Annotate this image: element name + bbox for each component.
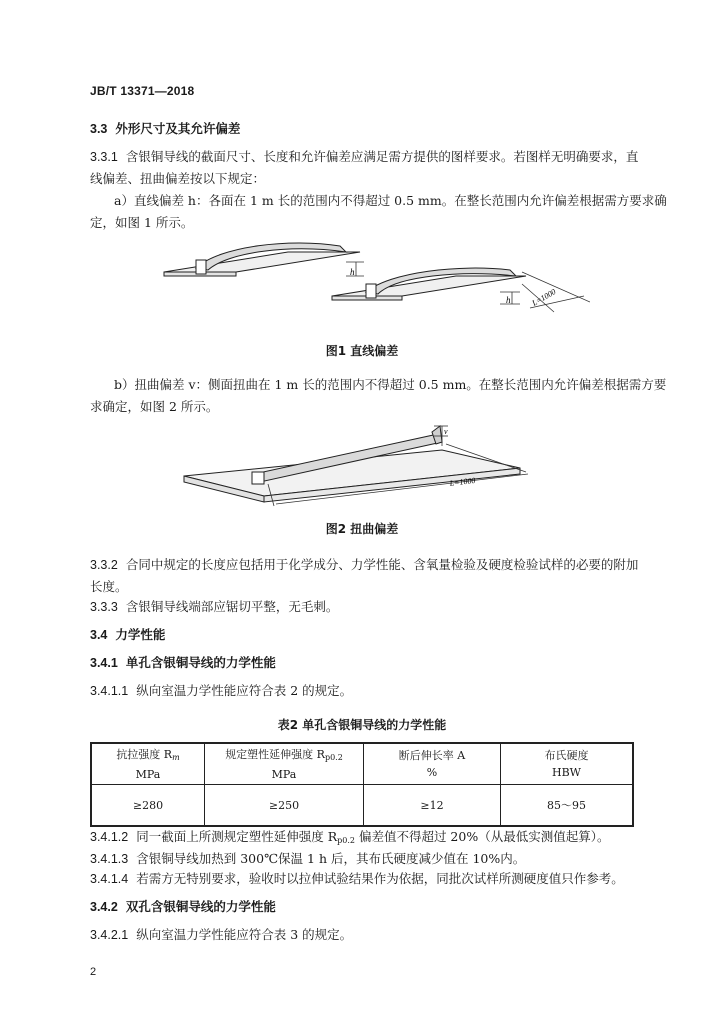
section-3-3-heading — [90, 118, 240, 140]
clause-3-4-1-1 — [90, 680, 352, 702]
header-label: 布氏硬度 — [544, 749, 589, 762]
cell-brinell-hardness: 85～95 — [501, 785, 634, 827]
item-b-line1: b）扭曲偏差 v：侧面扭曲在 1 m 长的范围内不得超过 0.5 mm。在整长范围内允许偏差根据需方要 — [114, 377, 667, 392]
section-3-4-2-heading — [90, 896, 276, 918]
clause-number: 3.4.2.1 — [90, 928, 129, 942]
figure-1-straightness-drawing — [150, 232, 590, 332]
clause-3-4-1-4 — [90, 868, 624, 890]
clause-3-4-1-3 — [90, 848, 525, 870]
header-unit: % — [426, 766, 438, 779]
clause-3-3-1-line1 — [90, 146, 638, 168]
clause-number: 3.4.1.1 — [90, 684, 129, 698]
cell-elongation: ≥12 — [364, 785, 501, 827]
header-tensile-strength — [91, 743, 205, 785]
page-number: 2 — [90, 966, 97, 978]
straightness-bar-right — [332, 268, 526, 300]
clause-number: 3.3.2 — [90, 558, 118, 572]
table-2 — [90, 742, 634, 827]
clause-3-3-2-line2: 长度。 — [90, 579, 128, 594]
clause-text-pre: 同一截面上所测规定塑性延伸强度 R — [136, 829, 338, 844]
clause-text: 含银铜导线端部应锯切平整，无毛刺。 — [125, 599, 339, 614]
section-number: 3.4.2 — [90, 900, 118, 914]
header-label: 抗拉强度 R — [116, 747, 173, 761]
table-2-caption: 表2 单孔含银铜导线的力学性能 — [277, 718, 447, 732]
label-length: L=1000 — [530, 287, 558, 308]
table-header-row — [91, 743, 633, 785]
clause-3-3-2-line1 — [90, 554, 638, 576]
clause-3-4-2-1 — [90, 924, 352, 946]
section-number: 3.3 — [90, 122, 108, 136]
item-a-line2: 定，如图 1 所示。 — [90, 215, 194, 230]
section-title: 双孔含银铜导线的力学性能 — [125, 900, 276, 914]
item-b-line2: 求确定，如图 2 所示。 — [90, 399, 219, 414]
figure-2-caption: 图2 扭曲偏差 — [325, 522, 399, 536]
header-label: 断后伸长率 A — [398, 749, 466, 762]
label-h-upper: h — [350, 267, 355, 277]
clause-3-3-3 — [90, 596, 338, 618]
header-unit: HBW — [552, 766, 581, 779]
header-unit: MPa — [135, 767, 161, 781]
clause-text: 若需方无特别要求，验收时以拉伸试验结果作为依据，同批次试样所测硬度值只作参考。 — [136, 871, 624, 886]
header-elongation — [364, 743, 501, 785]
section-3-4-1-heading — [90, 652, 276, 674]
label-length-2: L=1000 — [449, 475, 476, 488]
clause-text: 含银铜导线加热到 300℃保温 1 h 后，其布氏硬度减少值在 10%内。 — [136, 851, 526, 866]
clause-text: 合同中规定的长度应包括用于化学成分、力学性能、含氧量检验及硬度检验试样的必要的附加 — [125, 557, 639, 572]
label-h-lower: h — [506, 295, 511, 305]
figure-2-twist-drawing — [176, 420, 536, 520]
clause-text: 纵向室温力学性能应符合表 2 的规定。 — [136, 683, 353, 698]
cell-tensile-strength: ≥280 — [91, 785, 205, 827]
header-brinell-hardness — [501, 743, 634, 785]
clause-3-3-1-line2: 线偏差、扭曲偏差按以下规定： — [90, 171, 266, 186]
cell-yield-strength: ≥250 — [205, 785, 364, 827]
item-a-line1: a）直线偏差 h：各面在 1 m 长的范围内不得超过 0.5 mm。在整长范围内允许偏差根据需方要求确 — [114, 193, 667, 208]
header-subscript: p0.2 — [324, 752, 343, 762]
section-number: 3.4.1 — [90, 656, 118, 670]
clause-text: 含银铜导线的截面尺寸、长度和允许偏差应满足需方提供的图样要求。若图样无明确要求，直 — [125, 149, 639, 164]
clause-number: 3.3.1 — [90, 150, 118, 164]
clause-number: 3.3.3 — [90, 600, 118, 614]
section-3-4-heading — [90, 624, 165, 646]
clause-number: 3.4.1.3 — [90, 852, 129, 866]
section-title: 外形尺寸及其允许偏差 — [115, 122, 241, 136]
clause-text-post: 偏差值不得超过 20%（从最低实测值起算）。 — [354, 829, 610, 844]
clause-text: 纵向室温力学性能应符合表 3 的规定。 — [136, 927, 353, 942]
header-subscript: m — [172, 752, 180, 762]
header-label: 规定塑性延伸强度 R — [225, 747, 325, 761]
section-title: 单孔含银铜导线的力学性能 — [125, 656, 276, 670]
header-unit: MPa — [271, 767, 297, 781]
clause-subscript: p0.2 — [337, 836, 355, 845]
figure-1-caption: 图1 直线偏差 — [325, 344, 399, 358]
standard-code: JB/T 13371—2018 — [90, 84, 195, 98]
straightness-bar-left — [164, 243, 360, 276]
section-number: 3.4 — [90, 628, 108, 642]
clause-number: 3.4.1.2 — [90, 830, 129, 844]
header-yield-strength — [205, 743, 364, 785]
clause-number: 3.4.1.4 — [90, 872, 129, 886]
label-v: v — [444, 427, 448, 436]
section-title: 力学性能 — [115, 628, 166, 642]
table-row — [91, 785, 633, 827]
